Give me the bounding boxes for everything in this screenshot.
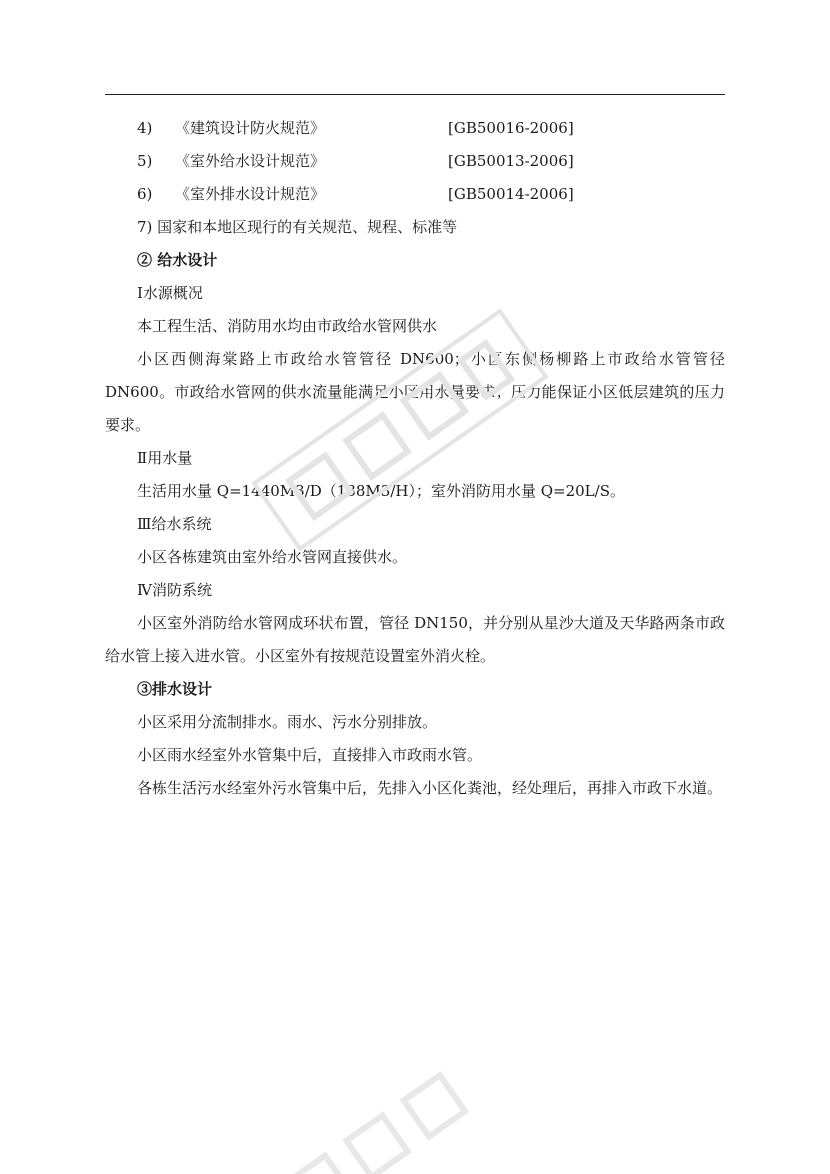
drainage-para-3: 各栋生活污水经室外污水管集中后，先排入小区化粪池，经处理后，再排入市政下水道。 [137,779,723,797]
water-usage-title: Ⅱ用水量 [137,449,193,467]
watermark-glyph [289,1156,350,1174]
water-system-title: Ⅲ给水系统 [137,515,212,533]
watermark-glyph [346,1115,407,1174]
document-body [105,112,725,805]
drainage-heading: ③排水设计 [137,680,213,698]
fire-system-para: 小区室外消防给水管网成环状布置，管径 DN150，并分别从星沙大道及天华路两条市政给水管上接入进水管。小区室外有按规范设置室外消火栓。 [105,614,725,665]
water-usage-para: 生活用水量 Q=1440M3/D（138M3/H）；室外消防用水量 Q=20L/S。 [137,482,625,500]
water-source-para-1: 本工程生活、消防用水均由市政给水管网供水 [137,317,438,335]
fire-system-title: Ⅳ消防系统 [137,581,212,599]
drainage-para-2: 小区雨水经室外水管集中后，直接排入市政雨水管。 [137,746,483,764]
water-source-para-2: 小区西侧海棠路上市政给水管管径 DN600；小区东侧杨柳路上市政给水管管径DN600。市政给水管网的供水流量能满足小区用水量要求；压力能保证小区低层建筑的压力要求。 [105,350,725,434]
header-rule [105,94,725,95]
water-system-para: 小区各栋建筑由室外给水管网直接供水。 [137,548,408,566]
watermark-stamp [289,1075,465,1174]
reference-item: 4) 《建筑设计防火规范》 [GB50016-2006] [137,119,574,137]
reference-item: 5) 《室外给水设计规范》 [GB50013-2006] [137,152,574,170]
reference-item-7: 7) 国家和本地区现行的有关规范、规程、标准等 [137,218,458,236]
reference-item: 6) 《室外排水设计规范》 [GB50014-2006] [137,185,574,203]
water-supply-heading: ② 给水设计 [137,251,218,269]
water-source-title: Ⅰ水源概况 [137,284,203,302]
drainage-para-1: 小区采用分流制排水。雨水、污水分别排放。 [137,713,438,731]
watermark-glyph [404,1075,465,1136]
